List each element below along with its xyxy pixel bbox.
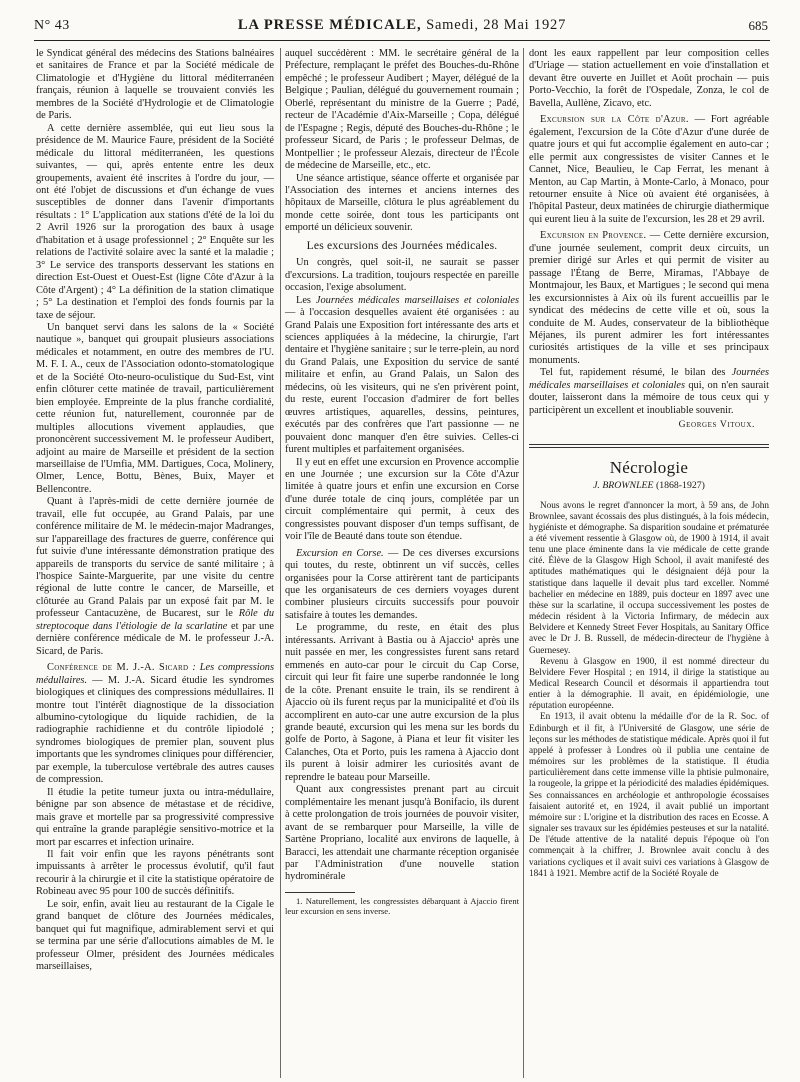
paragraph: Il fait voir enfin que les rayons pénétrants sont impuissants à arrêter le processus évolutif, qu'il faut recourir à la chirurgie et il cite la statistique opératoire de Robineau avec 95 pour 100 de succès définitifs. (36, 849, 274, 898)
paragraph: Le programme, du reste, en était des plus intéressants. Arrivant à Bastia ou à Ajaccio¹ après une nuit passée en mer, les congressistes furent sans retard emmenés en auto-car pour le circuit du Cap Corse, circuit qui leur fit faire une superbe randonnée le long de la côte. Prenant ensuite le train, ils se rendirent à Ajaccio où ils furent reçus par la municipalité et d'où ils accomplirent en auto-car une autre excursion de la plus grande beauté, excursion qui les mena sur les bords du golfe de Porto, à Sagone, à Piana et leur fit visiter les Calanches, Ota et Porto, puis les ramena à Ajaccio dont ils purent à loisir admirer les curiosités avant de reprendre le bateau pour Marseille. (285, 622, 519, 783)
paragraph: Le soir, enfin, avait lieu au restaurant de la Cigale le grand banquet de clôture des Journées médicales, banquet qui fut magnifique, admirablement servi et qui se termina par une série d'allocutions aimables de M. le professeur Olmer, président des Journées médicales marseillaises, (36, 898, 274, 973)
paragraph: Excursion en Corse. — De ces diverses excursions qui toutes, du reste, obtinrent un vif succès, celles organisées pour la Corse attirèrent tant de participants que les organisateurs de ces derniers voyages durent combiner plusieurs circuits successifs pour pouvoir satisfaire à toutes les demandes. (285, 547, 519, 621)
footnote-rule (285, 892, 355, 893)
paragraph: Il étudie la petite tumeur juxta ou intra-médullaire, bénigne par son absence de métastase et de récidive, mais grave et mortelle par sa progressivité compressive qui entraîne la grande paraplégie sensitivo-motrice et la mort par escarres et infection urinaire. (36, 786, 274, 848)
paragraph: Une séance artistique, séance offerte et organisée par l'Association des internes et anciens internes des hôpitaux de Marseille, clôtura le plus agréablement du monde cette soirée, dont tous les participants ont emporté un délicieux souvenir. (285, 172, 519, 234)
paragraph: A cette dernière assemblée, qui eut lieu sous la présidence de M. Maurice Faure, président de la Société médicale du littoral méditerranéen, les questions suivantes, — qui, après entente entre les deux groupements, avaient été inscrites à l'ordre du jour, — ont été l'objet de discussions et d'un échange de vues susceptibles de donner dans l'avenir d'importants résultats : 1° L'application aux stations d'été de la loi du 2 Avril 1926 sur la prorogation des baux à usage d'habitation et à usage professionnel ; 2° Enquête sur les relations de l'activité solaire avec la santé et la maladie ; 3° Le service des transports desservant les stations en direction Est-Ouest et Ouest-Est (ligne Côte d'Azur à la Côte d'Argent) ; 4° La définition de la station climatique ; 5° La destination et l'emploi des fonds fournis par la taxe de séjour. (36, 122, 274, 321)
footnote: 1. Naturellement, les congressistes débarquant à Ajaccio firent leur excursion en sens inverse. (285, 895, 519, 916)
paragraph: Quant aux congressistes prenant part au circuit complémentaire les menant jusqu'à Bonifacio, ils durent à cette prolongation de trois journées de pouvoir visiter, avant de se rembarquer pour Marseille, la ville de Sartène Propriano, localité aux environs de laquelle, à Baracci, les attendait une charmante réception organisée par l'Administration d'une nouvelle station hydrominérale (285, 784, 519, 883)
paragraph: dont les eaux rappellent par leur composition celles d'Uriage — station actuellement en voie d'installation et devant être ouverte en Juillet et Août prochain — puis Porto-Vecchio, la forêt de l'Ospedale, Zonza, le col de Bavella, Aullène, Zicavo, etc. (529, 48, 769, 109)
column-2 (285, 48, 519, 916)
subsection-heading: Excursion en Corse. (296, 547, 384, 559)
section-title: Les excursions des Journées médicales. (306, 238, 498, 252)
obituary-name: J. BROWNLEE (1868-1927) (593, 480, 705, 492)
running-title (34, 17, 770, 34)
paragraph: Un congrès, quel soit-il, ne saurait se passer d'excursions. La tradition, toujours respectée en pareille occasion, l'exige absolument. (285, 257, 519, 294)
author-signature: Georges Vitoux. (678, 419, 755, 431)
paragraph: Excursion en Provence. — Cette dernière excursion, d'une journée seulement, comprit deux circuits, un premier dirigé sur Arles et qui permit de visiter au passage l'Étang de Berre, Miramas, l'Abbaye de Montmajour, les Baux, et Martigues ; le second qui mena les excursionnistes à Aix où ils furent accueillis par le syndicat des médecins de cette ville et où, sous la conduite de M. Audes, conservateur de la bibliothèque Méjanes, ils purent admirer les fort intéressantes curiosités artistiques de la ville et ses principaux monuments. (529, 230, 769, 366)
issue-number: N° 43 (34, 18, 70, 33)
column-3 (529, 48, 769, 880)
italic-title: Rôle du streptocoque dans l'étiologie de la scarlatine (36, 608, 274, 632)
paragraph: Tel fut, rapidement résumé, le bilan des Journées médicales marseillaises et coloniales qui, on n'en saurait douter, laisseront dans la mémoire de tous ceux qui y participèrent un excellent et inoubliable souvenir. (529, 367, 769, 416)
column-divider (523, 48, 524, 1078)
issue-date: Samedi, 28 Mai 1927 (426, 17, 567, 33)
paragraph: Un banquet servi dans les salons de la « Société nautique », banquet qui groupait plusieurs associations médicales et notamment, en outre des membres de l'U. M. F. I. A., ceux de l'Association odonto-stomatologique et de la Société Oto-neuro-oculistique du Sud-Est, vint enfin clôturer cette matinée de travail, particulièrement bien employée. Empreinte de la plus franche cordialité, cette réunion fut, naturellement, couronnée par de multiples allocutions vivement applaudies, que prononcèrent successivement M. le professeur Audibert, adjoint au maire de Marseille et président de la section marseillaise de l'Umfia, MM. Dartigues, Coca, Molinery, Olmer, Lence, Bottu, Bènes, Buix, Mayer et Bellencontre. (36, 321, 274, 495)
page-header (34, 14, 770, 41)
obituary-text (529, 501, 769, 880)
paragraph: auquel succédèrent : MM. le secrétaire général de la Préfecture, remplaçant le préfet des Bouches-du-Rhône empêché ; le professeur Audibert ; Mayer, délégué de la Belgique ; Paulian, délégué du gouvernement roumain ; Oberlé, représentant du ministre de la Guerre ; Padé, recteur de l'Académie d'Aix-Marseille ; Copa, délégué de l'Espagne ; Regis, député des Bouches-du-Rhône ; le professeur Sicard, de Paris ; le professeur Delmas, de Montpellier ; le professeur Alezais, directeur de l'École de médecine de Marseille, etc., etc. (285, 48, 519, 172)
subsection-heading: Excursion en Provence. (540, 230, 647, 242)
section-divider (529, 444, 769, 448)
column-divider (280, 48, 281, 1078)
paragraph: le Syndicat général des médecins des Stations balnéaires et sanitaires de France et par la Société médicale de Climatologie et d'Hygiène du littoral méditerranéen français, réunion à laquelle se trouvaient conviés les membres de la Société d'Hydrologie et de Climatologie de Paris. (36, 48, 274, 122)
paragraph: Excursion sur la Côte d'Azur. — Fort agréable également, l'excursion de la Côte d'Azur d'une durée de quatre jours et qui fut accomplie également en auto-car ; elle permit aux congressistes de visiter Cannes et le Cannet, Nice, Beaulieu, le Cap Ferrat, les menant à Menton, au Cap Martin, à Monte-Carlo, à Monaco, pour retourner ensuite à Nice où avaient été organisées, à l'hôpital Pasteur, deux matinées de chirurgie diathermique qui eurent lieu à la suite de l'excursion, les 28 et 29 avril. (529, 114, 769, 225)
paragraph: Les Journées médicales marseillaises et coloniales — à l'occasion desquelles avaient été organisées : au Grand Palais une Exposition fort intéressante des arts et sciences appliquées à la médecine, la chirurgie, l'art dentaire et l'hygiène sanitaire ; sur le terre-plein, au nord du Grand Palais, une Exposition du service de santé militaire et enfin, au Grand Palais, un Salon des médecins, où les visiteurs, qui ne s'en privèrent point, du reste, eurent l'occasion d'admirer de fort belles œuvres artistiques, aquarelles, dessins, peintures, exécutés par des confrères que l'art passionne — ne pouvaient donc manquer d'en être suivies. Celles-ci furent multiples et parfaitement organisées. (285, 294, 519, 456)
paragraph: Conférence de M. J.-A. Sicard : Les compressions médullaires. — M. J.-A. Sicard étudie les syndromes biologiques et cliniques des compressions médullaires. Il montre tout l'intérêt diagnostique de la dissociation albumino-cytologique du liquide rachidien, de la radiographie rachidienne et du contrôle lipiodolé ; syndromes biologiques de premier plan, souvent plus importants que les syndromes cliniques pour différencier, par exemple, la tuberculose vertébrale des autres causes de compression. (36, 662, 274, 786)
column-1 (36, 48, 274, 974)
paragraph: Il y eut en effet une excursion en Provence accomplie en une Journée ; une excursion sur la Côte d'Azur limitée à quatre jours et enfin une excursion en Corse d'une durée totale de cinq jours, complétée par un circuit complémentaire qui permit, à ceux des congressistes pouvant disposer d'un temps suffisant, de voir l'île de Beauté dans toute son étendue. (285, 456, 519, 543)
paragraph: Quant à l'après-midi de cette dernière journée de travail, elle fut occupée, au Grand Palais, par une conférence militaire de M. le médecin-major Madranges, sur l'appareillage des fractures de guerre, conférence qui fut suivie d'une intéressante démonstration pratique des appareils de transports du service de santé militaire ; à l'hospice Sainte-Marguerite, par une visite du centre régional de lutte contre le cancer, de Marseille, et clôturée au Grand Palais par un exposé fait par M. le professeur Cantacuzène, de Bucarest, sur le Rôle du streptocoque dans l'étiologie de la scarlatine et par une dernière conférence médicale de M. le professeur J.-A. Sicard, de Paris. (36, 496, 274, 657)
necrology-heading: Nécrologie (609, 457, 689, 477)
paragraph: Revenu à Glasgow en 1900, il est nommé directeur du Belvidere Fever Hospital ; en 1914, il dirige la statistique au Medical Research Council et désormais il appartiendra tout entier à la démographie. Il avait, en épidémiologie, une réputation européenne. (529, 656, 769, 712)
subsection-heading: Conférence de M. J.-A. Sicard (47, 662, 189, 674)
paragraph: Nous avons le regret d'annoncer la mort, à 59 ans, de John Brownlee, savant écossais des plus distingués, à la fois médecin, hygiéniste et démographe. Sa disparition soudaine et prématurée a été vivement ressentie à Glasgow où, de 1900 à 1914, il avait tenu une place éminente dans la vie médicale de cette grande cité. Élève de la Glasgow High School, il avait manifesté des aptitudes mathématiques qui le désignaient déjà pour la statistique dans laquelle il devait plus tard exceller. Nommé bachelier en médecine en 1889, puis docteur en 1897 avec une thèse sur la scarlatine, il occupa successivement les postes de médecin résident à la Victoria Infirmary, de médecin aux Belvidere et Kennedy Street Fever Hospitals, au Sanitary Office avec le Dr J. B. Russell, de médecin-directeur de l'hygiène à Guernesey. (529, 500, 769, 656)
page-number: 685 (748, 18, 768, 33)
paragraph: En 1913, il avait obtenu la médaille d'or de la R. Soc. of Edinburgh et il fit, à l'Université de Glasgow, une série de leçons sur les méthodes de statistique médicale. Après quoi il fut appelé à professer à Londres où il publia une centaine de mémoires sur les problèmes de la statistique. Il étudia particulièrement dans cette immense ville la phtisie pulmonaire, la rougeole, la grippe et la périodicité des maladies épidémiques. Ses connaissances en archéologie et anthropologie écossaises faisaient autorité et, en 1924, il avait publié un important mémoire sur : L'origine et la distribution des races en Ecosse. A signaler ses travaux sur les épidémies pesteuses et sur la natalité. De l'étude attentive de la natalité depuis l'époque où l'on commençait à la chiffrer, J. Brownlee avait conclu à des variations cycliques et il avait suivi ces variations à Glasgow de 1841 à 1921. Membre actif de la Société Royale de (529, 712, 769, 879)
publication-name: LA PRESSE MÉDICALE, (237, 17, 422, 33)
subsection-heading: Excursion sur la Côte d'Azur. (540, 114, 689, 126)
